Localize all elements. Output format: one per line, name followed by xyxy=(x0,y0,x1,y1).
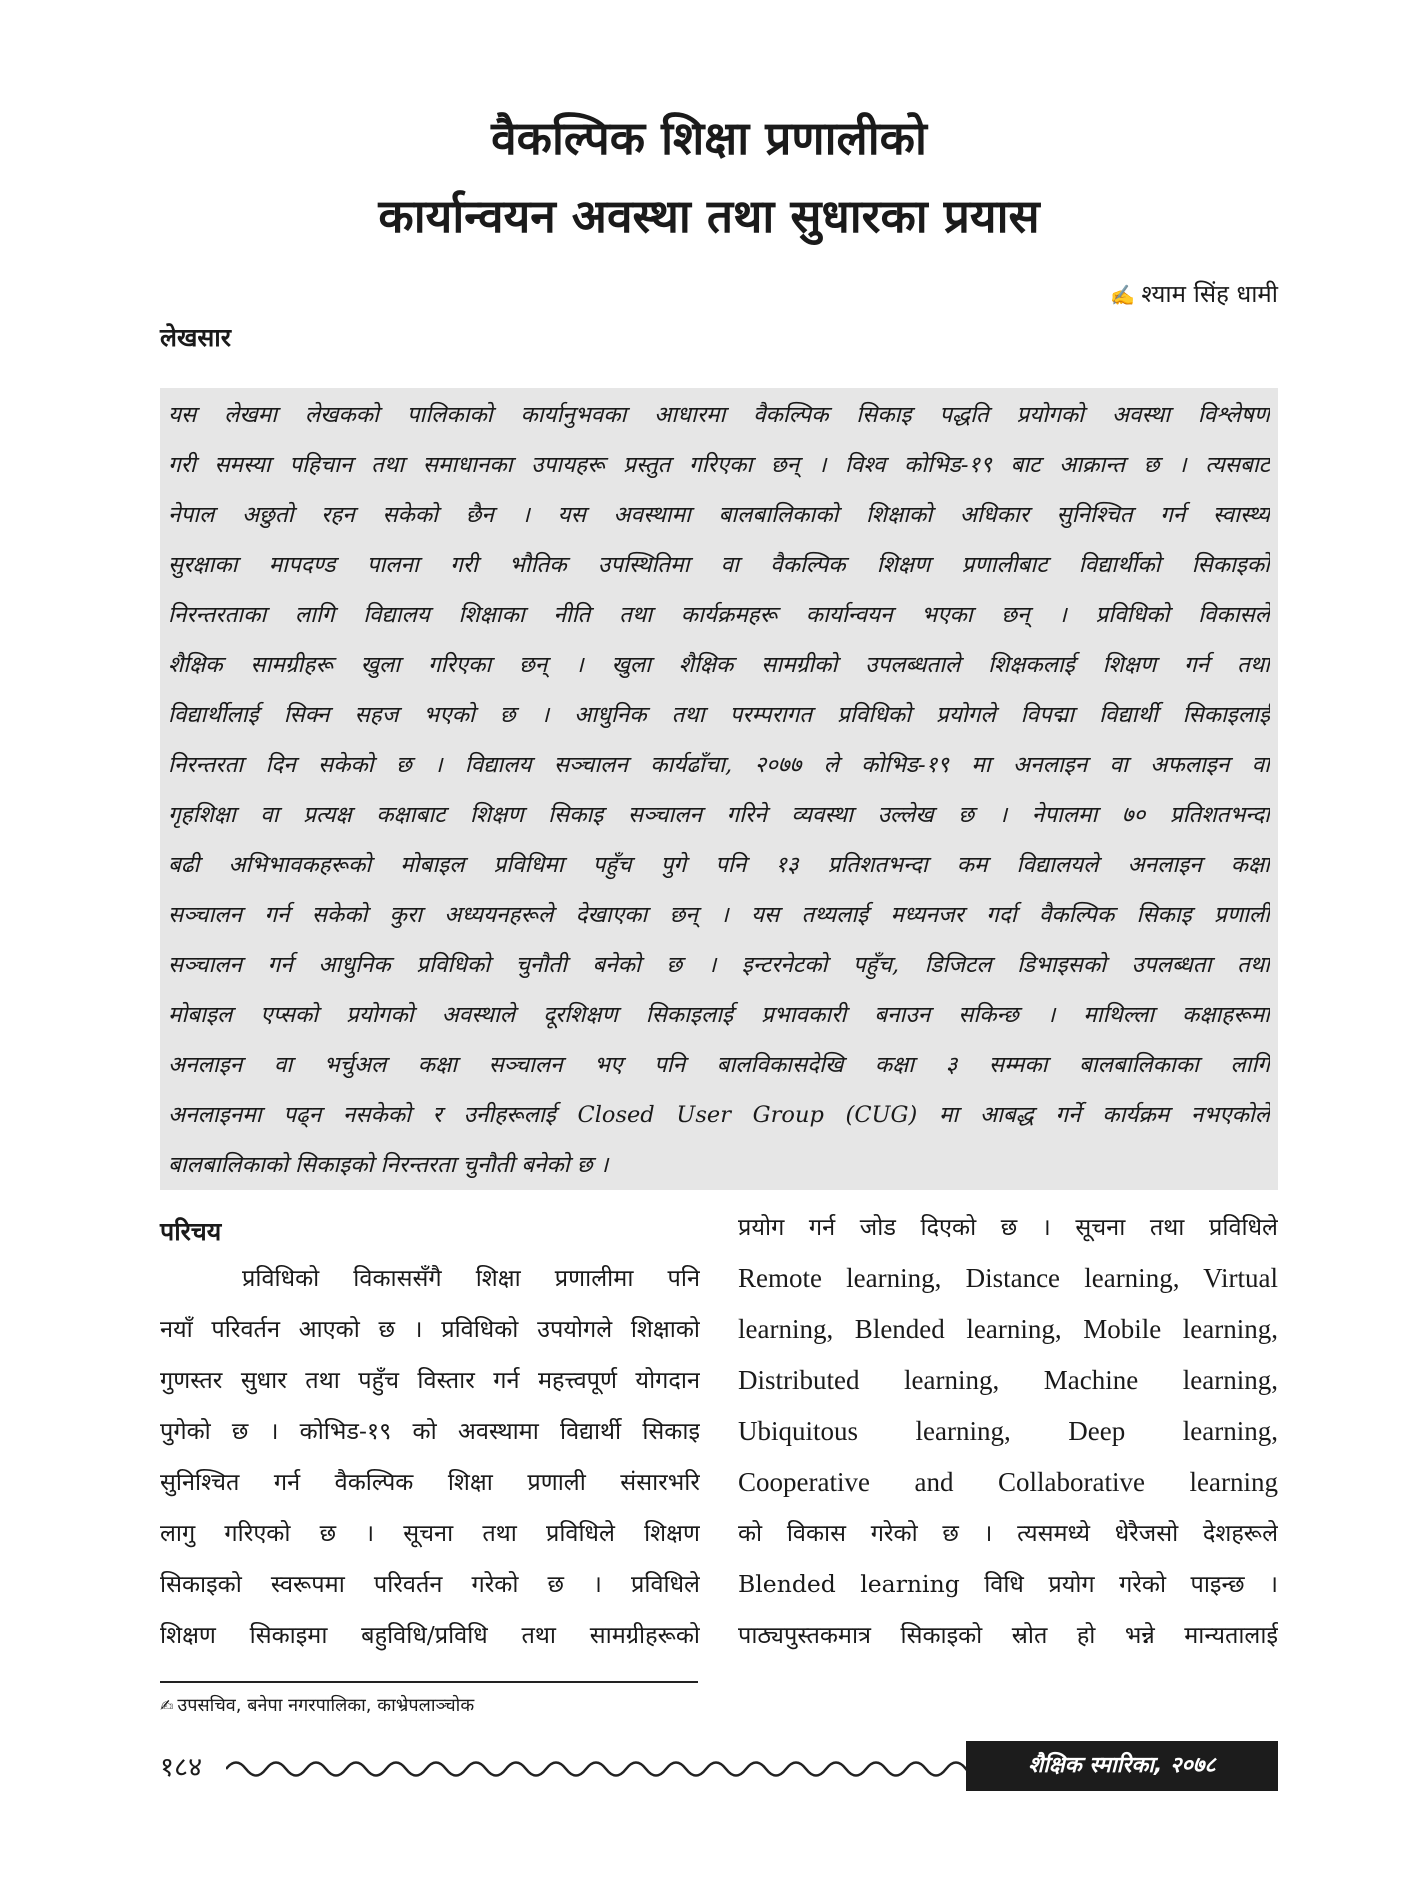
abstract-line: यस लेखमा लेखकको पालिकाको कार्यानुभवका आधारमा वैकल्पिक सिकाइ पद्धति प्रयोगको अवस्था विश्लेषण xyxy=(168,402,1270,428)
footnote-text: उपसचिव, बनेपा नगरपालिका, काभ्रेपलाञ्चोक xyxy=(177,1695,475,1716)
body-line: Blended learning विधि प्रयोग गरेको पाइन्छ । xyxy=(738,1570,1278,1598)
body-line: सिकाइको स्वरूपमा परिवर्तन गरेको छ । प्रविधिले xyxy=(160,1570,700,1598)
body-line: शिक्षण सिकाइमा बहुविधि/प्रविधि तथा सामग्रीहरूको xyxy=(160,1621,700,1649)
body-line: नयाँ परिवर्तन आएको छ । प्रविधिको उपयोगले शिक्षाको xyxy=(160,1315,700,1343)
abstract-line: गृहशिक्षा वा प्रत्यक्ष कक्षाबाट शिक्षण सिकाइ सञ्चालन गरिने व्यवस्था उल्लेख छ । नेपालमा ७० प्रतिशतभन्दा xyxy=(168,802,1270,828)
abstract-line: नेपाल अछुतो रहन सकेको छैन । यस अवस्थामा बालबालिकाको शिक्षाको अधिकार सुनिश्चित गर्न स्वास्थ्य xyxy=(168,502,1270,528)
abstract-line: निरन्तरता दिन सकेको छ । विद्यालय सञ्चालन कार्यढाँचा, २०७७ ले कोभिड-१९ मा अनलाइन वा अफलाइन वा xyxy=(168,752,1270,778)
abstract-line: अनलाइनमा पढ्न नसकेको र उनीहरूलाई Closed User Group (CUG) मा आबद्ध गर्ने कार्यक्रम नभएकोले xyxy=(168,1102,1270,1128)
abstract-line: विद्यार्थीलाई सिक्न सहज भएको छ । आधुनिक तथा परम्परागत प्रविधिको प्रयोगले विपद्मा विद्यार्थी सिकाइलाई xyxy=(168,702,1270,728)
body-line: पाठ्यपुस्तकमात्र सिकाइको स्रोत हो भन्ने मान्यतालाई xyxy=(738,1621,1278,1649)
body-line: प्रविधिको विकाससँगै शिक्षा प्रणालीमा पनि xyxy=(242,1264,700,1292)
body-line: गुणस्तर सुधार तथा पहुँच विस्तार गर्न महत्त्वपूर्ण योगदान xyxy=(160,1366,700,1394)
decorative-wave-line xyxy=(226,1752,966,1786)
abstract-line: गरी समस्या पहिचान तथा समाधानका उपायहरू प्रस्तुत गरिएका छन् । विश्व कोभिड-१९ बाट आक्रान्त छ । त्यसबाट xyxy=(168,452,1270,478)
author-name: श्याम सिंह धामी xyxy=(1141,280,1278,308)
body-line: Ubiquitous learning, Deep learning, xyxy=(738,1416,1278,1446)
abstract-line: बालबालिकाको सिकाइको निरन्तरता चुनौती बनेको छ । xyxy=(168,1152,609,1178)
body-line: लागु गरिएको छ । सूचना तथा प्रविधिले शिक्षण xyxy=(160,1519,700,1547)
body-line: learning, Blended learning, Mobile learning, xyxy=(738,1314,1278,1344)
body-line: को विकास गरेको छ । त्यसमध्ये धेरैजसो देशहरूले xyxy=(738,1519,1278,1547)
body-line: सुनिश्चित गर्न वैकल्पिक शिक्षा प्रणाली संसारभरि xyxy=(160,1468,700,1496)
pen-icon: ✍ xyxy=(160,1696,174,1715)
author-byline xyxy=(1110,278,1278,311)
abstract-line: निरन्तरताका लागि विद्यालय शिक्षाका नीति तथा कार्यक्रमहरू कार्यान्वयन भएका छन् । प्रविधिको विकासले xyxy=(168,602,1270,628)
abstract-box xyxy=(160,388,1278,1190)
pen-icon: ✍ xyxy=(1110,283,1136,307)
body-line: Remote learning, Distance learning, Virtual xyxy=(738,1263,1278,1293)
footnote xyxy=(160,1692,474,1720)
body-line: प्रयोग गर्न जोड दिएको छ । सूचना तथा प्रविधिले xyxy=(738,1213,1278,1241)
body-line: पुगेको छ । कोभिड-१९ को अवस्थामा विद्यार्थी सिकाइ xyxy=(160,1417,700,1445)
abstract-line: सञ्चालन गर्न सकेको कुरा अध्ययनहरूले देखाएका छन् । यस तथ्यलाई मध्यनजर गर्दा वैकल्पिक सिकाइ प्रणाली xyxy=(168,902,1270,928)
intro-heading: परिचय xyxy=(160,1217,222,1246)
abstract-line: शैक्षिक सामग्रीहरू खुला गरिएका छन् । खुला शैक्षिक सामग्रीको उपलब्धताले शिक्षकलाई शिक्षण गर्न तथा xyxy=(168,652,1270,678)
abstract-line: सञ्चालन गर्न आधुनिक प्रविधिको चुनौती बनेको छ । इन्टरनेटको पहुँच, डिजिटल डिभाइसको उपलब्धता तथा xyxy=(168,952,1270,978)
abstract-line: सुरक्षाका मापदण्ड पालना गरी भौतिक उपस्थितिमा वा वैकल्पिक शिक्षण प्रणालीबाट विद्यार्थीको सिकाइको xyxy=(168,552,1270,578)
abstract-heading: लेखसार xyxy=(160,323,232,352)
page-number: १८४ xyxy=(160,1752,203,1783)
body-line: Cooperative and Collaborative learning xyxy=(738,1467,1278,1497)
abstract-line: बढी अभिभावकहरूको मोबाइल प्रविधिमा पहुँच पुगे पनि १३ प्रतिशतभन्दा कम विद्यालयले अनलाइन कक्षा xyxy=(168,852,1270,878)
abstract-line: अनलाइन वा भर्चुअल कक्षा सञ्चालन भए पनि बालविकासदेखि कक्षा ३ सम्मका बालबालिकाका लागि xyxy=(168,1052,1270,1078)
article-title-line-1: वैकल्पिक शिक्षा प्रणालीको xyxy=(491,111,927,165)
abstract-line: मोबाइल एप्सको प्रयोगको अवस्थाले दूरशिक्षण सिकाइलाई प्रभावकारी बनाउन सकिन्छ । माथिल्ला कक्षाहरूमा xyxy=(168,1002,1270,1028)
article-title-line-2: कार्यान्वयन अवस्था तथा सुधारका प्रयास xyxy=(378,189,1040,243)
footnote-divider xyxy=(160,1681,698,1683)
journal-name-banner: शैक्षिक स्मारिका, २०७८ xyxy=(966,1741,1278,1791)
body-line: Distributed learning, Machine learning, xyxy=(738,1365,1278,1395)
